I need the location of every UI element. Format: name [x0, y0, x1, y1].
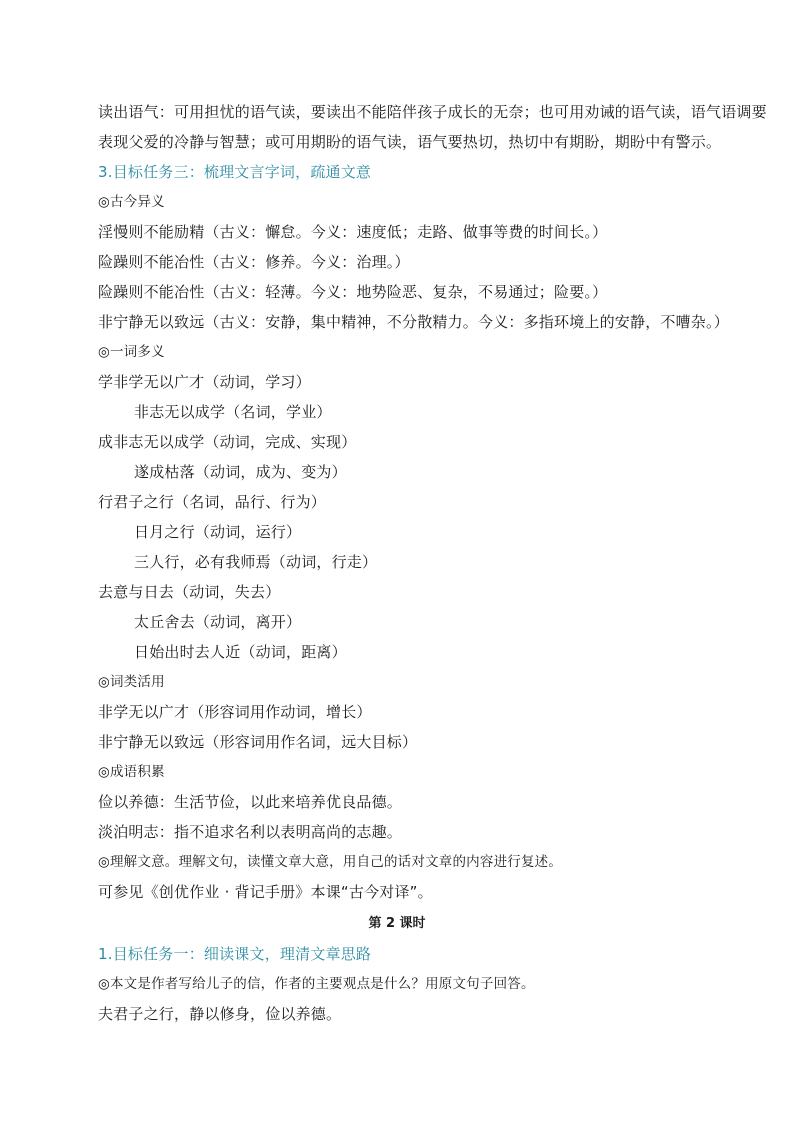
gujin-item-3: 险躁则不能冶性（古义：轻薄。今义：地势险恶、复杂，不易通过；险要。） [98, 283, 608, 301]
reference-line: 可参见《创优作业 · 背记手册》本课“古今对译”。 [98, 883, 433, 901]
gujin-item-2: 险躁则不能冶性（古义：修养。今义：治理。） [98, 253, 410, 271]
polysemy-cheng-2: 遂成枯落（动词，成为、变为） [134, 463, 347, 481]
answer-line: 夫君子之行，静以修身，俭以养德。 [98, 1005, 342, 1023]
understand-meaning-line: ◎理解文意。理解文句，读懂文章大意，用自己的话对文章的内容进行复述。 [98, 854, 563, 870]
polysemy-xue-2: 非志无以成学（名词，学业） [134, 403, 332, 421]
chengyu-item-2: 淡泊明志：指不追求名利以表明高尚的志趣。 [98, 823, 403, 841]
reading-tone-line-1: 读出语气：可用担忧的语气读，要读出不能陪伴孩子成长的无奈；也可用劝诫的语气读，语气语调要 [98, 103, 767, 121]
cilei-item-2: 非宁静无以致远（形容词用作名词，远大目标） [98, 733, 418, 751]
section-cilei-huoyong: ◎词类活用 [98, 674, 165, 690]
polysemy-qu-2: 太丘舍去（动词，离开） [134, 613, 302, 631]
question-line: ◎本文是作者写给儿子的信，作者的主要观点是什么？用原文句子回答。 [98, 976, 535, 992]
section-gujin-yiyi: ◎古今异义 [98, 194, 165, 210]
polysemy-xing-1: 行君子之行（名词，品行、行为） [98, 493, 327, 511]
cilei-item-1: 非学无以广才（形容词用作动词，增长） [98, 703, 372, 721]
task-three-heading: 3.目标任务三：梳理文言字词，疏通文意 [98, 163, 372, 181]
task-one-heading: 1.目标任务一：细读课文，理清文章思路 [98, 945, 372, 963]
gujin-item-1: 淫慢则不能励精（古义：懈怠。今义：速度低；走路、做事等费的时间长。） [98, 223, 608, 241]
polysemy-xing-2: 日月之行（动词，运行） [134, 523, 302, 541]
polysemy-cheng-1: 成非志无以成学（动词，完成、实现） [98, 433, 357, 451]
section-yici-duoyi: ◎一词多义 [98, 344, 165, 360]
section-chengyu: ◎成语积累 [98, 764, 165, 780]
polysemy-xue-1: 学非学无以广才（动词，学习） [98, 373, 311, 391]
lesson-two-title: 第 2 课时 [368, 916, 426, 931]
gujin-item-4: 非宁静无以致远（古义：安静，集中精神，不分散精力。今义：多指环境上的安静，不嘈杂。） [98, 313, 729, 331]
chengyu-item-1: 俭以养德：生活节俭，以此来培养优良品德。 [98, 793, 403, 811]
reading-tone-line-2: 表现父爱的冷静与智慧；或可用期盼的语气读，语气要热切，热切中有期盼，期盼中有警示。 [98, 133, 722, 151]
polysemy-qu-1: 去意与日去（动词，失去） [98, 583, 281, 601]
polysemy-qu-3: 日始出时去人近（动词，距离） [134, 643, 347, 661]
polysemy-xing-3: 三人行，必有我师焉（动词，行走） [134, 553, 378, 571]
